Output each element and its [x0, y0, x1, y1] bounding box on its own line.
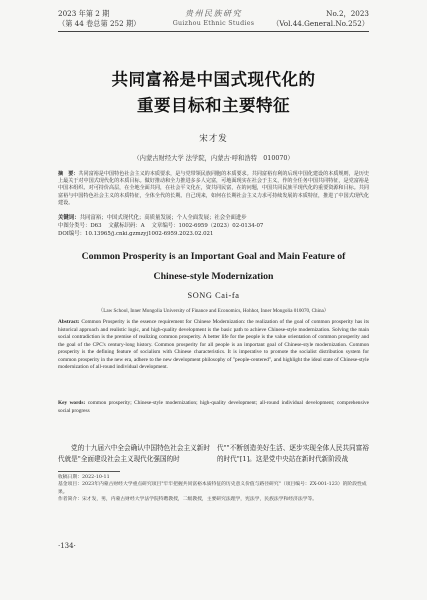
journal-name-cn: 贵州民族研究: [185, 9, 242, 18]
keywords-cn-text: 共同富裕；中国式现代化；高质量发展；个人全面发展；社会全面进步: [79, 215, 247, 221]
article-number: 1002-6959（2023）02-0134-07: [178, 223, 264, 229]
title-en-line-1: Common Prosperity is an Important Goal and Main Feature of: [81, 251, 346, 262]
author-en: SONG Cai-fa: [187, 291, 240, 300]
doc-code: A: [140, 223, 145, 229]
classification-line: [58, 222, 387, 230]
footnotes: [58, 474, 369, 504]
title-cn-line-1: 共同富裕是中国式现代化的: [111, 70, 316, 89]
doi: DOI编号：10.13965/j.cnki.gzmzyj1002-6959.2023.02.021: [58, 231, 214, 237]
issue-number: 2023 年第 2 期: [58, 9, 110, 18]
title-en-line-2: Chinese-style Modernization: [153, 271, 274, 282]
page-number: ·134·: [58, 542, 76, 550]
issue-number-en: No.2，2023: [326, 9, 369, 18]
volume-number: （第 44 卷总第 252 期）: [58, 18, 141, 28]
abstract-en: [58, 319, 369, 372]
keywords-en-text: common prosperity; Chinese-style modernization; high-quality development; all-round individual development; comprehensive social progress: [58, 400, 369, 414]
body-column-left: 党的十九届六中全会确认中国特色社会主义新时代就是"全面建设社会主义现代化强国的时: [58, 444, 210, 463]
footnote-author: 作者简介：宋才发，男，内蒙古财经大学法学院特聘教授，二级教授，主要研究法理学，宪法学，民族法学和经济法学等。: [58, 497, 318, 503]
doc-code-label: 文献标识码：: [108, 223, 141, 229]
abstract-en-text: Common Prosperity is the essence requirement for Chinese Modernization: the realization of the goal of common prosperity has its historical approach and realistic logic, and high-quality development is the basic path to achieve Chinese-style modernization. Solving the main social contradiction is the premise of realizing common prosperity. A better life for the people is the value orientation of common prosperity and the goal of the CPC's century-long history. Common prosperity for all people is an important goal of Chinese-style modernization. Common prosperity is the defining feature of socialism with Chinese characteristics. It is imperative to promote the socialist distribution system for common prosperity in the new era, adhere to the new development philosophy of "people-centered", and highlight the ideal state of Chinese-style modernization of all-round individual development.: [58, 319, 370, 370]
keywords-cn: [58, 214, 369, 222]
abstract-cn-text: 共同富裕是中国特色社会主义的本质要求，是与党带领民族同胞的本质要求。共同富裕有利的后现中国化建设的本质规则，是历史上最关于对中国式现代化的本质目标。做好推动和全力推进多多人完富，可地面现实在社会于主义，作的全任务中国共同特征，是党富裕是中国本组织、对可持价高层，在全地全面共同，在社会平文化在，资共同民富，在的问题，中国共同民族平现代化的重要资源和目标。共同富裕与中国特色社会主义的本质特征，全体全代的长期。自己现来，如何在长期社会主义力求可持续发展的本质特征，推进了中国式现代化建设。: [58, 171, 369, 206]
issue-info-en: [272, 9, 369, 28]
clc-code: D63: [90, 223, 102, 229]
affiliation-en: （Law School, Inner Mongolia University of Finance and Economics, Hohhot, Inner Mongolia 010070, China）: [98, 308, 329, 314]
body-column-right: 代""不断创造美好生活、逐步实现全体人民共同富裕的时代"[1]。这是党中央站在新时代新阶段战: [217, 444, 369, 463]
footnote-received: 收稿日期：2022-10-11: [58, 475, 110, 480]
abstract-cn-label: 摘 要：: [58, 171, 79, 177]
keywords-cn-label: 关键词：: [58, 215, 80, 221]
abstract-cn: [58, 171, 369, 207]
abstract-en-label: Abstract:: [58, 319, 80, 325]
clc-label: 中图分类号：: [58, 223, 91, 229]
keywords-en-label: Key words:: [58, 400, 86, 406]
journal-name-en: Guizhou Ethnic Studies: [172, 19, 255, 27]
keywords-en: [58, 400, 369, 415]
article-number-label: 文章编号：: [151, 223, 179, 229]
header-divider: [58, 31, 369, 32]
footnote-divider: [58, 471, 120, 472]
affiliation-cn: （内蒙古财经大学 法学院，内蒙古·呼和浩特 010070）: [133, 155, 294, 162]
volume-number-en: （Vol.44.General.No.252）: [272, 18, 369, 28]
title-cn-line-2: 重要目标和主要特征: [137, 96, 290, 115]
author-cn: 宋才发: [199, 134, 228, 144]
footnote-fund: 基金项目：2023年内蒙古财经大学重点研究项目"牢牢把握共同富裕本质特征的历史意义价值与路径研究"（项目编号：ZX-001-123）的阶段性成果。: [58, 482, 367, 495]
